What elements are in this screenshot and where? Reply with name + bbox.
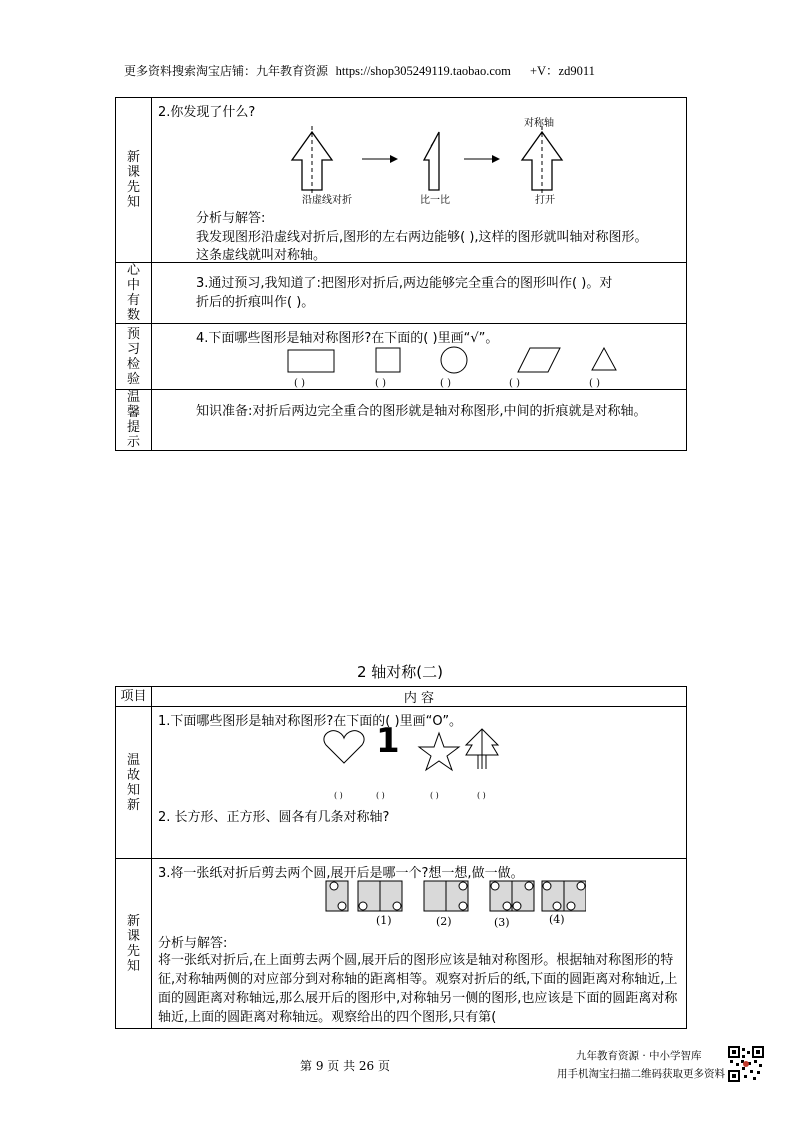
header-item: 项目 (116, 687, 152, 707)
blank-2[interactable]: ( ) (375, 378, 386, 389)
tip-text: 知识准备:对折后两边完全重合的图形就是轴对称图形,中间的折痕就是对称轴。 (196, 404, 647, 419)
row-check-content (152, 324, 687, 390)
caption-axis: 对称轴 (524, 118, 554, 129)
caption-fold: 沿虚线对折 (302, 195, 352, 206)
analysis-title: 分析与解答: (196, 211, 266, 226)
row-label-new-lesson: 新课先知 (116, 98, 152, 263)
question-4: 4.下面哪些图形是轴对称图形?在下面的( )里画“√”。 (196, 331, 499, 346)
row-label-review: 温故知新 (116, 707, 152, 859)
caption-open: 打开 (535, 195, 555, 206)
option-2-label[interactable]: (2) (436, 915, 452, 928)
analysis-title-2: 分析与解答: (158, 936, 228, 951)
option-3-label[interactable]: (3) (494, 916, 510, 929)
analysis-line-2: 这条虚线就叫对称轴。 (196, 248, 327, 263)
option-4-icon (542, 881, 586, 911)
folded-half-icon (424, 132, 439, 190)
blank-5[interactable]: ( ) (589, 378, 600, 389)
square-icon (376, 348, 400, 372)
symmetry-shapes-figure (322, 727, 502, 785)
row-label-check: 预习检验 (116, 324, 152, 390)
page-number: 第 9 页 共 26 页 (300, 1059, 390, 1073)
heart-icon (324, 731, 364, 763)
question-3-cut: 3.将一张纸对折后剪去两个圆,展开后是哪一个?想一想,做一做。 (158, 866, 524, 881)
question-1: 1.下面哪些图形是轴对称图形?在下面的( )里画“O”。 (158, 714, 463, 729)
section-title: 2 轴对称(二) (356, 663, 444, 681)
header-wechat: +V：zd9011 (529, 64, 595, 78)
row-know-content (152, 263, 687, 324)
blank-3[interactable]: ( ) (440, 378, 451, 389)
star-icon (419, 733, 459, 770)
shapes-figure (286, 344, 626, 376)
header-shop-text: 更多资料搜索淘宝店铺：九年教育资源 (124, 64, 329, 78)
blank-1[interactable]: ( ) (294, 378, 305, 389)
option-2-icon (424, 881, 468, 911)
row-label-know: 心中有数 (116, 263, 152, 324)
row-label-tip: 温馨提示 (116, 390, 152, 451)
lesson-table (115, 686, 687, 1029)
question-3-line-2: 折后的折痕叫作( )。 (196, 295, 315, 310)
blank-heart[interactable]: ( ) (334, 791, 343, 800)
question-3-line-1: 3.通过预习,我知道了:把图形对折后,两边能够完全重合的图形叫作( )。对 (196, 276, 613, 291)
preview-table (115, 97, 687, 451)
header-shop-url[interactable]: https://shop305249119.taobao.com (335, 64, 511, 78)
cut-paper-options-figure (286, 879, 586, 915)
question-2: 2.你发现了什么? (158, 105, 256, 120)
parallelogram-icon (518, 348, 560, 372)
row-new-lesson-content (152, 98, 687, 263)
blank-4[interactable]: ( ) (509, 378, 520, 389)
blank-one[interactable]: ( ) (376, 791, 385, 800)
arrow-shape-icon (292, 126, 332, 196)
page-header (124, 61, 595, 79)
folded-paper-icon (326, 881, 348, 911)
blank-star[interactable]: ( ) (430, 791, 439, 800)
option-1-label[interactable]: (1) (376, 914, 392, 927)
digit-one: 1 (376, 721, 400, 761)
row-review-content (152, 707, 687, 859)
question-2-axes: 2. 长方形、正方形、圆各有几条对称轴? (158, 810, 390, 825)
analysis-line-1: 我发现图形沿虚线对折后,图形的左右两边能够( ),这样的图形就叫轴对称图形。 (196, 230, 648, 245)
caption-compare: 比一比 (420, 195, 450, 206)
rectangle-icon (288, 350, 334, 372)
triangle-icon (592, 348, 616, 370)
qr-code-icon[interactable] (728, 1046, 764, 1082)
footer-brand-line-1: 九年教育资源 · 中小学智库 (576, 1050, 702, 1062)
row-tip-content (152, 390, 687, 451)
circle-icon (441, 347, 467, 373)
row-label-new-lesson-2: 新课先知 (116, 859, 152, 1029)
option-1-icon (358, 881, 402, 911)
analysis-paragraph: 将一张纸对折后,在上面剪去两个圆,展开后的图形应该是轴对称图形。根据轴对称图形的特征,对称轴两侧的对应部分到对称轴的距离相等。观察对折后的纸,下面的圆距离对称轴近,上面的圆距离对称轴远,那么展开后的图形中,对称轴另一侧的图形,也应该是下面的圆距离对称轴近,上面的圆距离对称轴远。观察给出的四个图形,只有第( (158, 953, 678, 1025)
option-4-label[interactable]: (4) (549, 913, 565, 926)
header-content: 内 容 (152, 687, 687, 707)
tree-icon (466, 729, 498, 769)
blank-tree[interactable]: ( ) (477, 791, 486, 800)
option-3-icon (490, 881, 534, 911)
row-new-lesson-2-content (152, 859, 687, 1029)
unfolded-arrow-icon (522, 126, 562, 196)
footer-brand-line-2: 用手机淘宝扫描二维码获取更多资料 (557, 1068, 725, 1080)
